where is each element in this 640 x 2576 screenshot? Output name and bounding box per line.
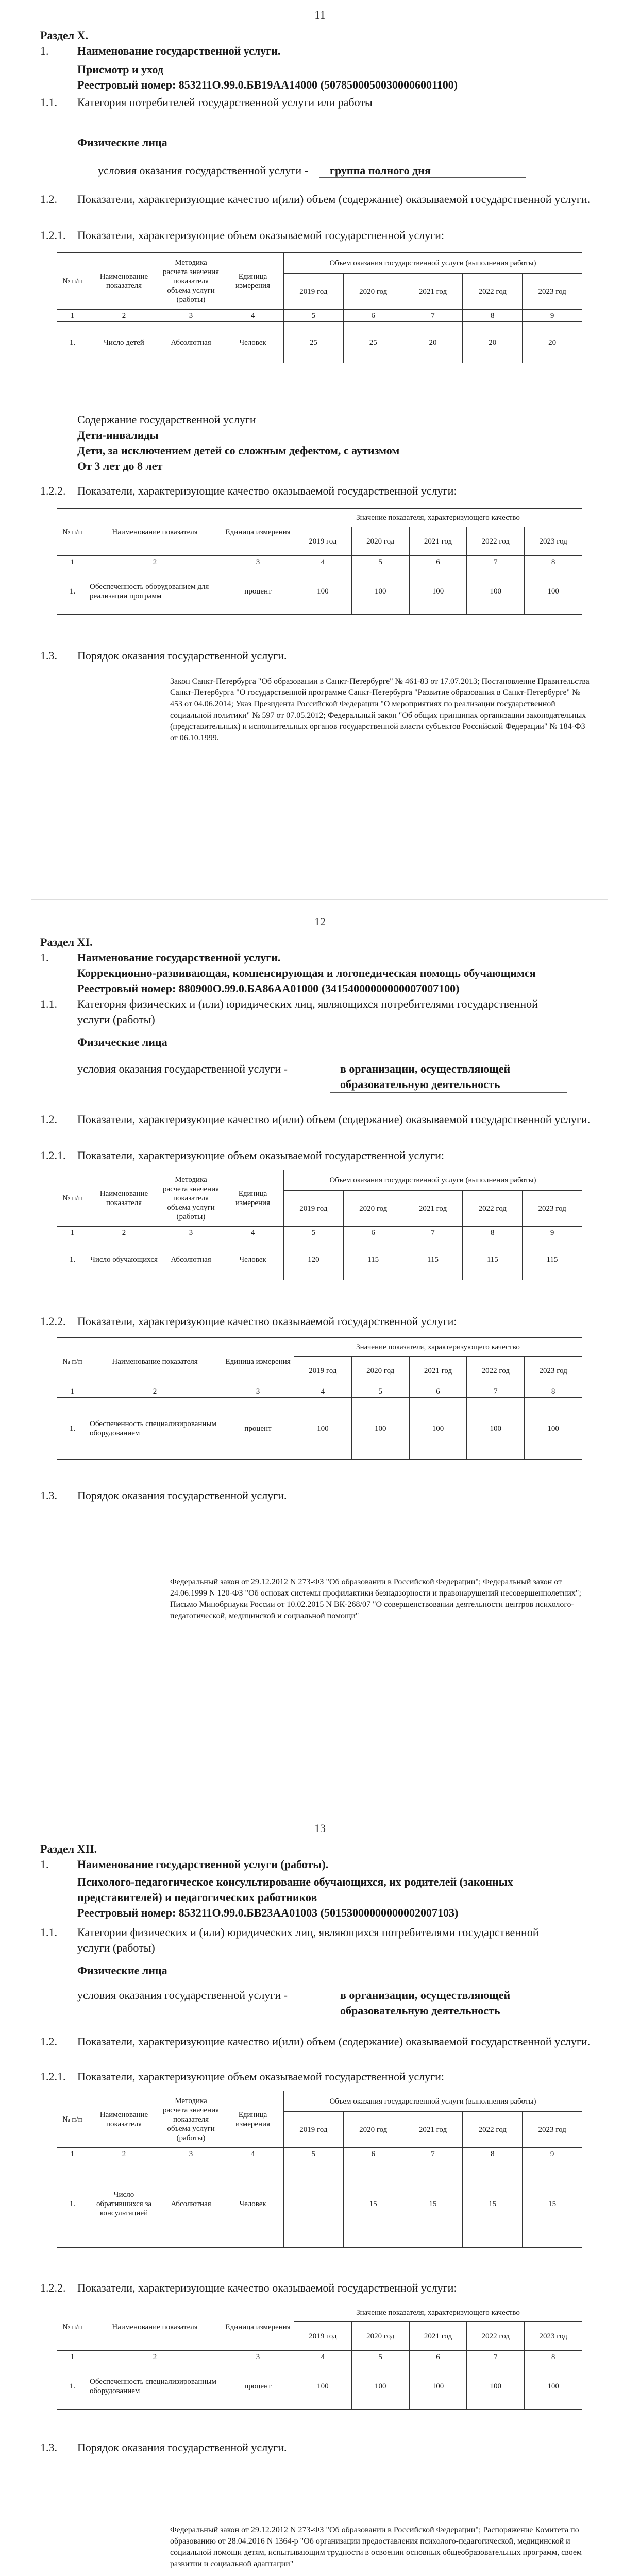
year-header: 2020 год xyxy=(343,1191,403,1227)
column-index: 9 xyxy=(523,1227,582,1239)
item-number: 1.2.2. xyxy=(40,484,66,497)
column-index: 6 xyxy=(409,1385,467,1398)
column-index: 2 xyxy=(88,1227,160,1239)
table-cell: 115 xyxy=(463,1239,523,1280)
table-cell: 120 xyxy=(284,1239,344,1280)
column-index: 5 xyxy=(351,2351,409,2363)
table-cell: 100 xyxy=(351,568,409,615)
quality-table xyxy=(57,2303,582,2410)
item-label: Показатели, характеризующие качество оказываемой государственной услуги: xyxy=(77,1315,457,1328)
year-header: 2023 год xyxy=(523,1191,582,1227)
column-index: 7 xyxy=(403,2148,463,2160)
year-header: 2021 год xyxy=(403,1191,463,1227)
item-label: Наименование государственной услуги (работы). xyxy=(77,1858,329,1871)
underline xyxy=(330,1092,567,1093)
table-cell: 100 xyxy=(525,568,582,615)
column-index: 3 xyxy=(160,310,222,322)
table-cell: Обеспеченность специализированным оборудованием xyxy=(88,2363,222,2410)
content-value: От 3 лет до 8 лет xyxy=(77,460,163,472)
table-cell: 100 xyxy=(409,568,467,615)
item-label: Категории физических и (или) юридических лиц, являющихся потребителями государственной услуги (работы) xyxy=(77,1926,539,1954)
column-index: 3 xyxy=(222,556,294,568)
item-number: 1.2.2. xyxy=(40,1315,66,1328)
item-number: 1. xyxy=(40,44,49,57)
year-header: 2021 год xyxy=(403,2112,463,2148)
item-number: 1.1. xyxy=(40,1926,57,1939)
item-number: 1.3. xyxy=(40,1489,57,1502)
table-cell: 115 xyxy=(343,1239,403,1280)
section-title: Раздел XI. xyxy=(40,936,93,948)
table-row xyxy=(57,1398,582,1460)
page-number: 13 xyxy=(314,1822,326,1835)
year-header: 2019 год xyxy=(284,2112,344,2148)
item-label: Категория потребителей государственной услуги или работы xyxy=(77,96,373,109)
year-header: 2022 год xyxy=(467,2322,525,2351)
quality-table xyxy=(57,508,582,615)
header-num: № п/п xyxy=(57,2303,88,2351)
item-label: Порядок оказания государственной услуги. xyxy=(77,2441,287,2454)
header-unit: Единица измерения xyxy=(222,509,294,556)
table-cell: 100 xyxy=(294,568,352,615)
item-label: Показатели, характеризующие объем оказываемой государственной услуги: xyxy=(77,229,445,242)
table-cell: 115 xyxy=(403,1239,463,1280)
year-header: 2019 год xyxy=(294,1357,352,1385)
year-header: 2020 год xyxy=(351,1357,409,1385)
header-method: Методика расчета значения показателя объема услуги (работы) xyxy=(160,253,222,310)
table-cell: 100 xyxy=(467,2363,525,2410)
header-unit: Единица измерения xyxy=(222,253,284,310)
item-label: Показатели, характеризующие качество и(или) объем (содержание) оказываемой государственной услуги. xyxy=(77,193,591,206)
table-cell: 1. xyxy=(57,1239,88,1280)
page-11 xyxy=(0,0,640,896)
consumers: Физические лица xyxy=(77,136,167,149)
year-header: 2020 год xyxy=(343,2112,403,2148)
header-num: № п/п xyxy=(57,509,88,556)
column-index: 4 xyxy=(294,1385,352,1398)
section-title: Раздел X. xyxy=(40,29,89,42)
registry-number: Реестровый номер: 880900О.99.0.БА86АА01000 (34154000000000007007100) xyxy=(77,982,460,995)
consumers: Физические лица xyxy=(77,1036,167,1048)
header-method: Методика расчета значения показателя объема услуги (работы) xyxy=(160,2091,222,2148)
column-index: 4 xyxy=(294,556,352,568)
service-name: Присмотр и уход xyxy=(77,63,163,76)
table-cell: Абсолютная xyxy=(160,322,222,363)
header-name: Наименование показателя xyxy=(88,2303,222,2351)
table-row xyxy=(57,2363,582,2410)
column-index: 2 xyxy=(88,2148,160,2160)
header-num: № п/п xyxy=(57,253,88,310)
item-number: 1. xyxy=(40,951,49,964)
year-header: 2023 год xyxy=(523,274,582,310)
column-index: 1 xyxy=(57,556,88,568)
table-cell: 25 xyxy=(284,322,344,363)
item-number: 1.3. xyxy=(40,649,57,662)
header-name: Наименование показателя xyxy=(88,253,160,310)
volume-table xyxy=(57,1170,582,1280)
table-cell: процент xyxy=(222,568,294,615)
column-index: 6 xyxy=(409,556,467,568)
table-cell: 100 xyxy=(294,1398,352,1460)
column-index: 1 xyxy=(57,1385,88,1398)
year-header: 2022 год xyxy=(463,2112,523,2148)
year-header: 2022 год xyxy=(463,274,523,310)
item-number: 1.3. xyxy=(40,2441,57,2454)
table-row xyxy=(57,1239,582,1280)
table-cell: 20 xyxy=(523,322,582,363)
column-index: 9 xyxy=(523,310,582,322)
item-label: Наименование государственной услуги. xyxy=(77,44,281,57)
column-index: 7 xyxy=(467,2351,525,2363)
header-name: Наименование показателя xyxy=(88,1170,160,1227)
column-index: 7 xyxy=(467,556,525,568)
column-index: 3 xyxy=(160,2148,222,2160)
header-values: Значение показателя, характеризующего качество xyxy=(294,2303,582,2322)
column-index: 2 xyxy=(88,2351,222,2363)
item-number: 1.2. xyxy=(40,193,57,206)
table-cell: Абсолютная xyxy=(160,1239,222,1280)
header-unit: Единица измерения xyxy=(222,1338,294,1385)
item-label: Порядок оказания государственной услуги. xyxy=(77,1489,287,1502)
table-cell: 100 xyxy=(467,568,525,615)
table-cell: 15 xyxy=(343,2160,403,2248)
content-value: Дети, за исключением детей со сложным дефектом, с аутизмом xyxy=(77,444,400,457)
column-index: 4 xyxy=(222,1227,284,1239)
legal-basis: Федеральный закон от 29.12.2012 N 273-ФЗ "Об образовании в Российской Федерации"; Распоряжение Комитета по образованию от 28.04.2016 N 1364-р "Об организации предоставления психолого-педагогической, медицинской и социальной помощи детям, испытывающим трудности в освоении основных общеобразовательных программ, своем развитии и социальной адаптации" xyxy=(170,2526,582,2568)
table-cell: 100 xyxy=(351,2363,409,2410)
section-title: Раздел XII. xyxy=(40,1842,97,1855)
year-header: 2019 год xyxy=(284,274,344,310)
column-index: 2 xyxy=(88,1385,222,1398)
page-13 xyxy=(0,1814,640,2576)
table-cell: 1. xyxy=(57,568,88,615)
table-row xyxy=(57,322,582,363)
column-index: 6 xyxy=(343,310,403,322)
header-values: Объем оказания государственной услуги (выполнения работы) xyxy=(284,253,582,274)
column-index: 1 xyxy=(57,1227,88,1239)
item-label: Показатели, характеризующие качество оказываемой государственной услуги: xyxy=(77,484,457,497)
column-index: 3 xyxy=(160,1227,222,1239)
item-number: 1.2.2. xyxy=(40,2281,66,2294)
table-cell: Число обучающихся xyxy=(88,1239,160,1280)
column-index: 6 xyxy=(343,2148,403,2160)
item-label: Порядок оказания государственной услуги. xyxy=(77,649,287,662)
header-num: № п/п xyxy=(57,2091,88,2148)
table-cell: 1. xyxy=(57,322,88,363)
column-index: 4 xyxy=(222,310,284,322)
column-index: 8 xyxy=(463,1227,523,1239)
year-header: 2022 год xyxy=(467,527,525,556)
year-header: 2019 год xyxy=(284,1191,344,1227)
year-header: 2019 год xyxy=(294,2322,352,2351)
condition-value: в организации, осуществляющей образовательную деятельность xyxy=(340,1989,511,2017)
table-cell: 15 xyxy=(523,2160,582,2248)
year-header: 2023 год xyxy=(523,2112,582,2148)
service-name: Коррекционно-развивающая, компенсирующая и логопедическая помощь обучающимся xyxy=(77,967,536,979)
column-index: 8 xyxy=(525,2351,582,2363)
header-num: № п/п xyxy=(57,1338,88,1385)
condition-prefix: условия оказания государственной услуги - xyxy=(98,164,308,177)
column-index: 8 xyxy=(463,2148,523,2160)
table-cell: Обеспеченность специализированным оборудованием xyxy=(88,1398,222,1460)
year-header: 2019 год xyxy=(294,527,352,556)
item-label: Показатели, характеризующие качество и(или) объем (содержание) оказываемой государственной услуги. xyxy=(77,2035,591,2048)
volume-table xyxy=(57,252,582,363)
year-header: 2022 год xyxy=(467,1357,525,1385)
table-cell: 100 xyxy=(525,2363,582,2410)
column-index: 7 xyxy=(403,310,463,322)
column-index: 6 xyxy=(343,1227,403,1239)
column-index: 5 xyxy=(284,2148,344,2160)
page-12 xyxy=(0,907,640,1803)
page-number: 11 xyxy=(314,8,326,21)
item-number: 1.2. xyxy=(40,2035,57,2048)
table-cell: 100 xyxy=(409,2363,467,2410)
condition-prefix: условия оказания государственной услуги - xyxy=(77,1062,288,1075)
column-index: 7 xyxy=(403,1227,463,1239)
condition-value: группа полного дня xyxy=(330,164,431,177)
item-label: Показатели, характеризующие качество и(или) объем (содержание) оказываемой государственной услуги. xyxy=(77,1113,591,1126)
page-separator xyxy=(31,899,608,900)
column-index: 1 xyxy=(57,2351,88,2363)
item-number: 1.2.1. xyxy=(40,1149,66,1162)
item-number: 1.1. xyxy=(40,96,57,109)
registry-number: Реестровый номер: 853211О.99.0.БВ23АА01003 (50153000000000002007103) xyxy=(77,1906,459,1919)
table-cell: Обеспеченность оборудованием для реализации программ xyxy=(88,568,222,615)
underline xyxy=(319,177,526,178)
year-header: 2021 год xyxy=(403,274,463,310)
column-index: 1 xyxy=(57,2148,88,2160)
table-cell: 15 xyxy=(463,2160,523,2248)
legal-basis: Федеральный закон от 29.12.2012 N 273-ФЗ "Об образовании в Российской Федерации"; Федеральный закон от 24.06.1999 N 120-ФЗ "Об основах системы профилактики безнадзорности и правонарушений несовершеннолетних"; Письмо Минобрнауки России от 10.02.2015 N ВК-268/07 "О совершенствовании деятельности центров психолого-педагогической, медицинской и социальной помощи" xyxy=(170,1578,581,1620)
table-cell: 100 xyxy=(409,1398,467,1460)
table-cell: 1. xyxy=(57,2363,88,2410)
table-cell: процент xyxy=(222,2363,294,2410)
column-index: 2 xyxy=(88,310,160,322)
table-cell: процент xyxy=(222,1398,294,1460)
header-unit: Единица измерения xyxy=(222,2091,284,2148)
column-index: 8 xyxy=(525,1385,582,1398)
content-label: Содержание государственной услуги xyxy=(77,413,256,426)
item-label: Показатели, характеризующие качество оказываемой государственной услуги: xyxy=(77,2281,457,2294)
year-header: 2021 год xyxy=(409,2322,467,2351)
year-header: 2020 год xyxy=(343,274,403,310)
table-cell: Число обратившихся за консультацией xyxy=(88,2160,160,2248)
registry-number: Реестровый номер: 853211О.99.0.БВ19АА14000 (50785000500300006001100) xyxy=(77,78,458,91)
year-header: 2023 год xyxy=(525,1357,582,1385)
consumers: Физические лица xyxy=(77,1964,167,1977)
table-cell: 1. xyxy=(57,1398,88,1460)
header-values: Объем оказания государственной услуги (выполнения работы) xyxy=(284,1170,582,1191)
legal-basis: Закон Санкт-Петербурга "Об образовании в Санкт-Петербурге" № 461-83 от 17.07.2013; Постановление Правительства Санкт-Петербурга "О государственной программе Санкт-Петербурга "Развитие образования в Санкт-Петербурге" № 453 от 04.06.2014; Указ Президента Российской Федерации "О мероприятиях по реализации государственной социальной политики" № 597 от 07.05.2012; Федеральный закон "Об общих принципах организации законодательных (представительных) и исполнительных органов государственной власти субъектов Российской Федерации" № 184-ФЗ от 06.10.1999. xyxy=(170,677,590,742)
item-label: Показатели, характеризующие объем оказываемой государственной услуги: xyxy=(77,2070,445,2083)
table-cell: Абсолютная xyxy=(160,2160,222,2248)
year-header: 2023 год xyxy=(525,527,582,556)
column-index: 3 xyxy=(222,2351,294,2363)
column-index: 5 xyxy=(284,310,344,322)
column-index: 1 xyxy=(57,310,88,322)
column-index: 9 xyxy=(523,2148,582,2160)
column-index: 4 xyxy=(294,2351,352,2363)
header-name: Наименование показателя xyxy=(88,2091,160,2148)
header-name: Наименование показателя xyxy=(88,509,222,556)
year-header: 2023 год xyxy=(525,2322,582,2351)
table-cell: Человек xyxy=(222,322,284,363)
table-cell: Число детей xyxy=(88,322,160,363)
table-cell xyxy=(284,2160,344,2248)
year-header: 2022 год xyxy=(463,1191,523,1227)
year-header: 2021 год xyxy=(409,527,467,556)
column-index: 5 xyxy=(351,1385,409,1398)
condition-value: в организации, осуществляющей образовательную деятельность xyxy=(340,1062,511,1091)
volume-table xyxy=(57,2091,582,2248)
column-index: 8 xyxy=(525,556,582,568)
table-cell: 20 xyxy=(463,322,523,363)
column-index: 5 xyxy=(284,1227,344,1239)
header-values: Объем оказания государственной услуги (выполнения работы) xyxy=(284,2091,582,2112)
item-number: 1.1. xyxy=(40,997,57,1010)
table-cell: 20 xyxy=(403,322,463,363)
header-values: Значение показателя, характеризующего качество xyxy=(294,509,582,527)
column-index: 8 xyxy=(463,310,523,322)
item-label: Показатели, характеризующие объем оказываемой государственной услуги: xyxy=(77,1149,445,1162)
table-cell: Человек xyxy=(222,2160,284,2248)
table-cell: 115 xyxy=(523,1239,582,1280)
table-row xyxy=(57,2160,582,2248)
year-header: 2021 год xyxy=(409,1357,467,1385)
table-cell: Человек xyxy=(222,1239,284,1280)
condition-prefix: условия оказания государственной услуги - xyxy=(77,1989,288,2002)
table-cell: 100 xyxy=(525,1398,582,1460)
table-cell: 25 xyxy=(343,322,403,363)
header-method: Методика расчета значения показателя объема услуги (работы) xyxy=(160,1170,222,1227)
column-index: 7 xyxy=(467,1385,525,1398)
table-row xyxy=(57,568,582,615)
column-index: 4 xyxy=(222,2148,284,2160)
page-number: 12 xyxy=(314,915,326,928)
year-header: 2020 год xyxy=(351,527,409,556)
table-cell: 100 xyxy=(467,1398,525,1460)
item-label: Категория физических и (или) юридических лиц, являющихся потребителями государственной услуги (работы) xyxy=(77,997,538,1026)
content-value: Дети-инвалиды xyxy=(77,429,159,442)
header-unit: Единица измерения xyxy=(222,1170,284,1227)
year-header: 2020 год xyxy=(351,2322,409,2351)
quality-table xyxy=(57,1337,582,1460)
item-number: 1.2.1. xyxy=(40,2070,66,2083)
column-index: 6 xyxy=(409,2351,467,2363)
service-name: Психолого-педагогическое консультирование обучающихся, их родителей (законных представителей) и педагогических работников xyxy=(77,1875,513,1904)
item-number: 1.2. xyxy=(40,1113,57,1126)
header-num: № п/п xyxy=(57,1170,88,1227)
table-cell: 15 xyxy=(403,2160,463,2248)
header-unit: Единица измерения xyxy=(222,2303,294,2351)
table-cell: 1. xyxy=(57,2160,88,2248)
item-number: 1.2.1. xyxy=(40,229,66,242)
column-index: 3 xyxy=(222,1385,294,1398)
item-number: 1. xyxy=(40,1858,49,1871)
column-index: 2 xyxy=(88,556,222,568)
table-cell: 100 xyxy=(294,2363,352,2410)
header-name: Наименование показателя xyxy=(88,1338,222,1385)
column-index: 5 xyxy=(351,556,409,568)
table-cell: 100 xyxy=(351,1398,409,1460)
header-values: Значение показателя, характеризующего качество xyxy=(294,1338,582,1357)
item-label: Наименование государственной услуги. xyxy=(77,951,281,964)
